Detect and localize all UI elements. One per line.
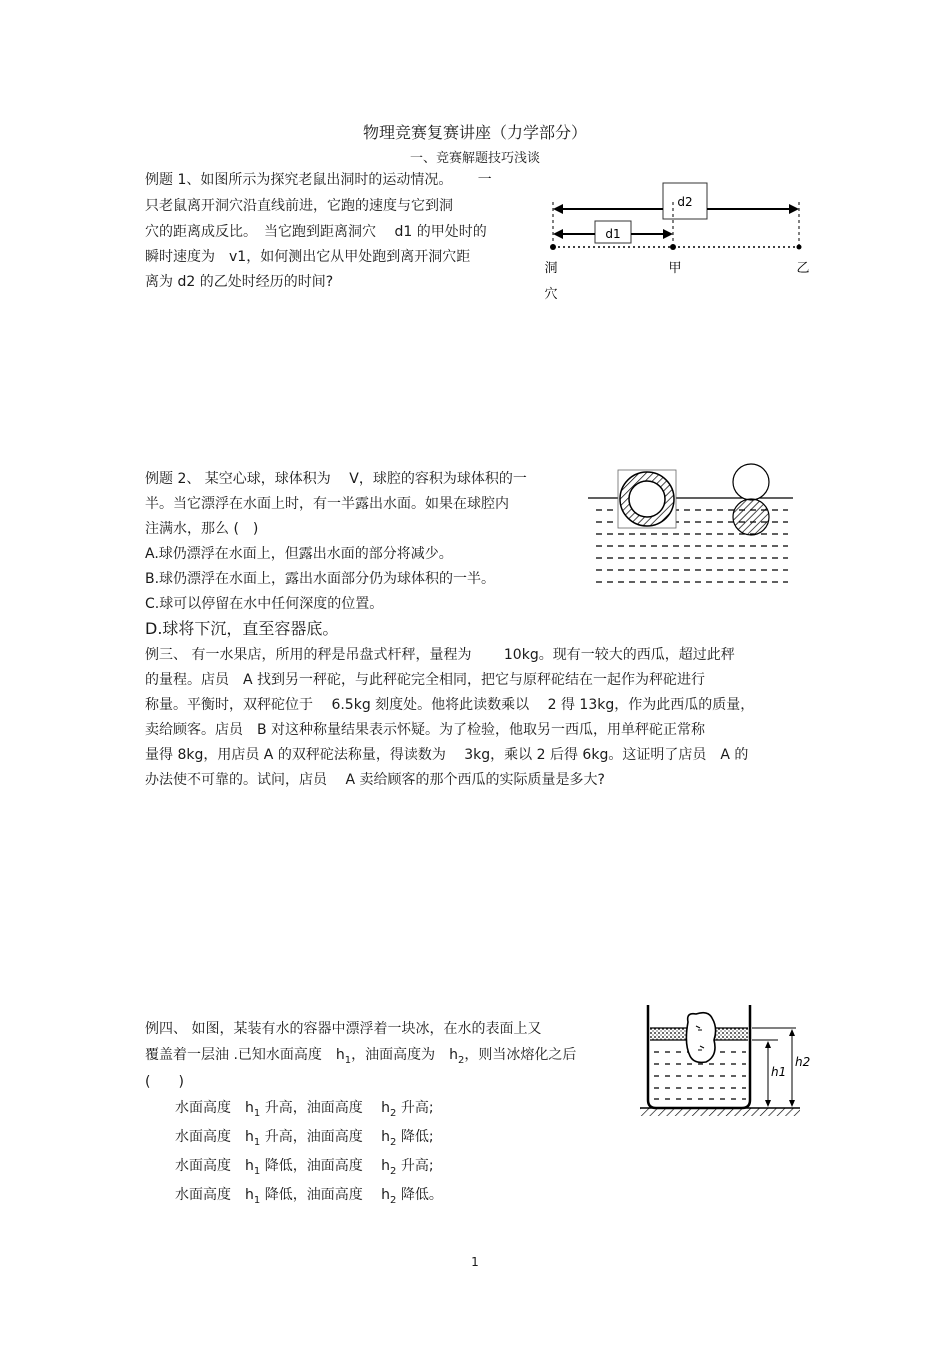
ex3-line: 的量程。店员 A 找到另一秤砣，与此秤砣完全相同，把它与原秤砣结在一起作为秤砣进行 xyxy=(145,672,706,688)
ex2-option-c: C.球可以停留在水中任何深度的位置。 xyxy=(145,596,384,612)
d1-label: d1 xyxy=(605,227,621,241)
ex2-line: 注满水，那么 ( ) xyxy=(145,521,259,537)
ex4-option: 水面高度 $h_1$ 升高，油面高度 $h_2$ 降低; xyxy=(175,1129,434,1148)
ex4-line: ( ) xyxy=(145,1074,184,1090)
ground-hatch xyxy=(640,1108,800,1116)
ice-oil-container-figure xyxy=(638,1000,811,1118)
upper-sphere xyxy=(733,464,769,500)
ex1-line: 例题 1、如图所示为探究老鼠出洞时的运动情况。 一 xyxy=(145,172,492,188)
floating-sphere-figure xyxy=(588,460,798,590)
ex4-option: 水面高度 $h_1$ 降低，油面高度 $h_2$ 升高; xyxy=(175,1158,434,1177)
jia-point xyxy=(670,244,676,250)
section-subtitle: 一、竞赛解题技巧浅谈 xyxy=(409,151,540,166)
ex1-line: 穴的距离成反比。 当它跑到距离洞穴 d1 的甲处时的 xyxy=(145,224,487,240)
yi-label: 乙 xyxy=(796,261,810,276)
d2-label: d2 xyxy=(677,195,693,209)
d2-arrowhead-left xyxy=(553,204,563,214)
hole-point xyxy=(550,244,556,250)
ice-block xyxy=(686,1013,715,1063)
ex1-line: 瞬时速度为 v1，如何测出它从甲处跑到离开洞穴距 xyxy=(145,249,471,265)
ex3-line: 卖给顾客。店员 B 对这种称量结果表示怀疑。为了检验，他取另一西瓜，用单秤砣正常称 xyxy=(145,722,706,738)
h2-arrow-head-up xyxy=(789,1029,795,1036)
ex1-line: 离为 d2 的乙处时经历的时间? xyxy=(145,274,334,290)
ex1-line: 只老鼠离开洞穴沿直线前进，它跑的速度与它到洞 xyxy=(145,198,453,214)
hollow-sphere-cavity xyxy=(629,481,665,517)
h2-label: h2 xyxy=(795,1055,811,1069)
ex3-line: 称量。平衡时，双秤砣位于 6.5kg 刻度处。他将此读数乘以 2 得 13kg，作为此西瓜的质量， xyxy=(145,697,755,713)
ex3-line: 量得 8kg，用店员 A 的双秤砣法称量，得读数为 3kg，乘以 2 后得 6kg。这证明了店员 A 的 xyxy=(145,747,749,763)
ex2-line: 半。当它漂浮在水面上时，有一半露出水面。如果在球腔内 xyxy=(145,496,509,512)
ex2-line: 例题 2、 某空心球，球体积为 V，球腔的容积为球体积的一 xyxy=(145,471,527,487)
d1-arrowhead-left xyxy=(553,229,563,239)
ex4-line: 例四、 如图，某装有水的容器中漂浮着一块冰，在水的表面上又 xyxy=(145,1021,542,1037)
d2-arrowhead-right xyxy=(789,204,799,214)
ex2-option-b: B.球仍漂浮在水面上，露出水面部分仍为球体积的一半。 xyxy=(145,571,496,587)
h1-arrow-head-up xyxy=(765,1041,771,1048)
ex2-option-d: D.球将下沉，直至容器底。 xyxy=(145,619,339,638)
ex4-line: 覆盖着一层油 .已知水面高度 $h_1$，油面高度为 $h_2$，则当冰熔化之后 xyxy=(145,1047,577,1066)
hole-label-2: 穴 xyxy=(544,287,558,302)
d1-arrowhead-right xyxy=(663,229,673,239)
ex3-line: 办法使不可靠的。试问，店员 A 卖给顾客的那个西瓜的实际质量是多大? xyxy=(145,772,605,788)
mouse-distance-figure xyxy=(535,180,825,305)
jia-label: 甲 xyxy=(668,261,682,276)
lower-sphere xyxy=(733,499,769,535)
ex4-option: 水面高度 $h_1$ 升高，油面高度 $h_2$ 升高; xyxy=(175,1100,434,1119)
h1-arrow-head-down xyxy=(765,1100,771,1107)
h2-arrow-head-down xyxy=(789,1100,795,1107)
hole-label: 洞 xyxy=(544,261,558,276)
yi-point xyxy=(797,245,802,250)
ex3-line: 例三、 有一水果店，所用的秤是吊盘式杆秤，量程为 10kg。现有一较大的西瓜，超过此秤 xyxy=(145,647,735,663)
ex2-option-a: A.球仍漂浮在水面上，但露出水面的部分将减少。 xyxy=(145,546,453,562)
page-number: 1 xyxy=(471,1255,479,1269)
h1-label: h1 xyxy=(771,1065,787,1079)
ex4-option: 水面高度 $h_1$ 降低，油面高度 $h_2$ 降低。 xyxy=(175,1187,443,1206)
page-title: 物理竞赛复赛讲座（力学部分） xyxy=(362,123,587,142)
